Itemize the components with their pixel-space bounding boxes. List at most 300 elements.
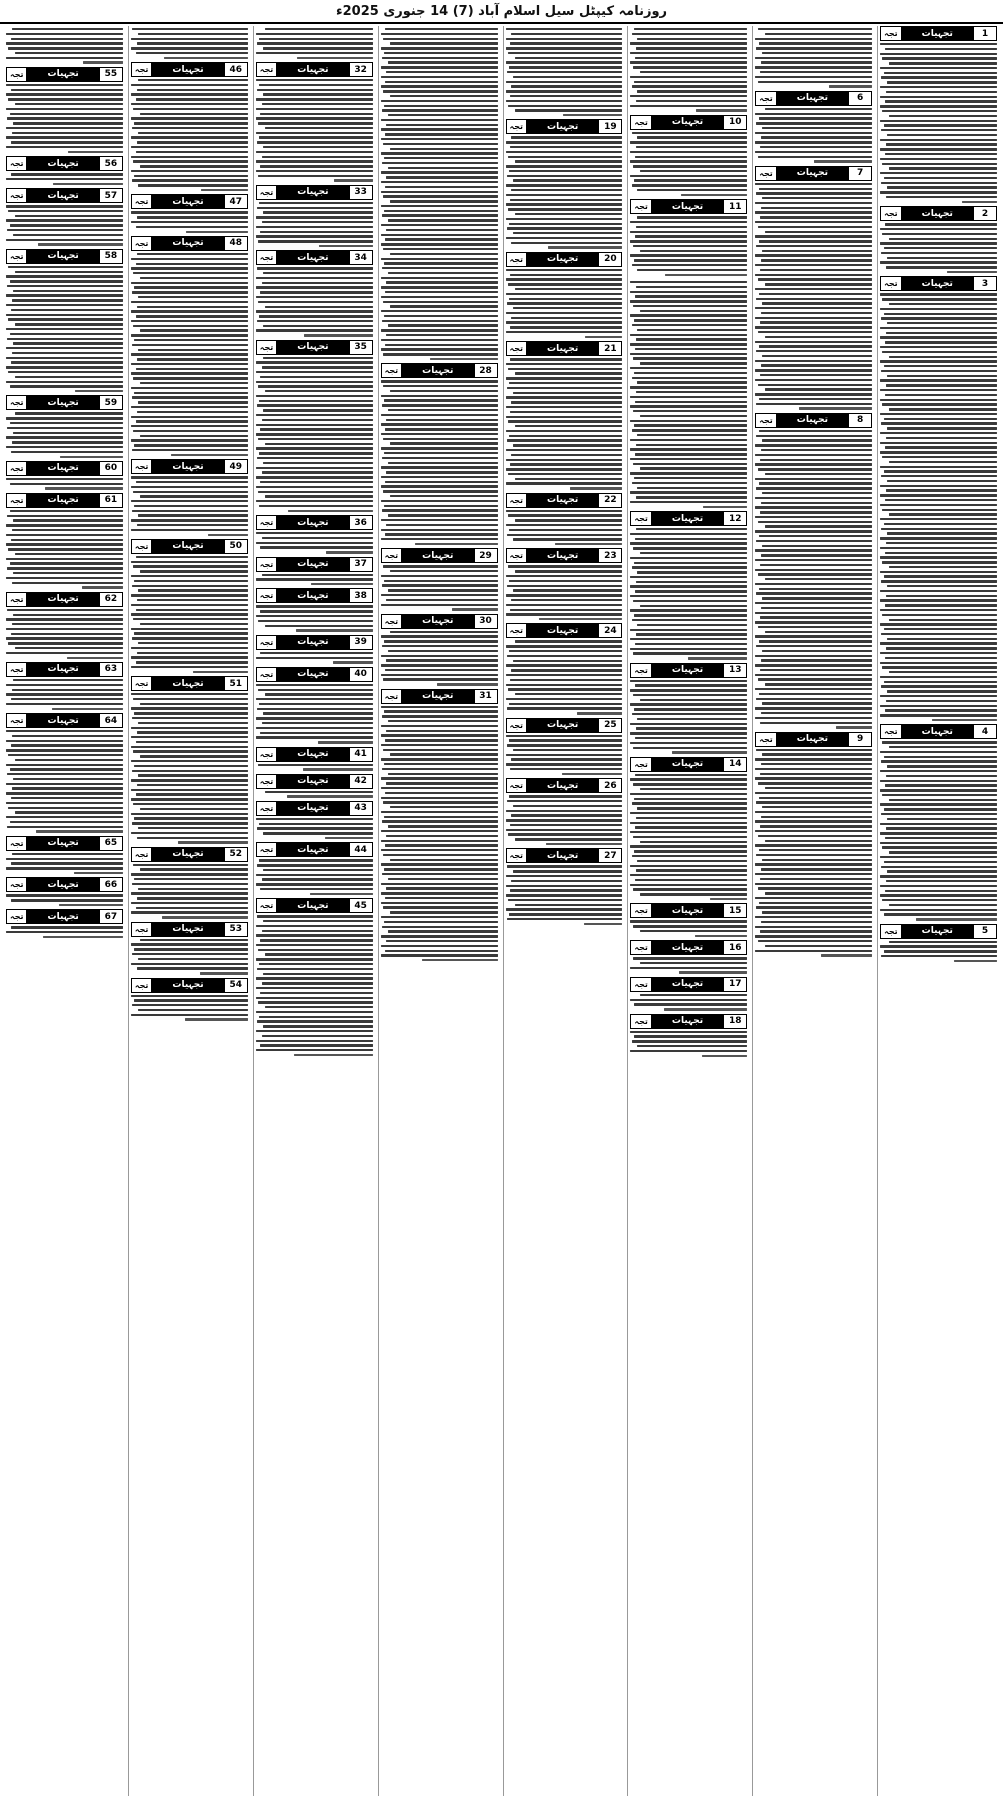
item-body-text	[630, 130, 747, 197]
text-line	[287, 795, 372, 797]
text-line	[759, 345, 872, 347]
item-tag: تجہ	[382, 549, 402, 562]
text-line	[880, 537, 997, 539]
item-body-text	[506, 638, 623, 714]
text-line	[506, 468, 623, 470]
text-line	[762, 439, 872, 441]
news-item	[6, 156, 123, 185]
text-line	[262, 1035, 373, 1037]
text-line	[386, 782, 497, 784]
item-tag: تجہ	[881, 925, 901, 938]
text-line	[755, 707, 872, 709]
text-line	[12, 623, 123, 625]
news-column	[627, 26, 749, 1796]
text-line	[383, 353, 498, 355]
text-line	[630, 353, 747, 355]
item-tag: تجہ	[257, 843, 277, 856]
text-line	[882, 561, 997, 563]
text-line	[759, 797, 872, 799]
text-line	[6, 314, 123, 316]
text-line	[258, 1001, 373, 1003]
item-tag: تجہ	[631, 512, 651, 525]
text-line	[881, 182, 997, 184]
text-line	[132, 179, 248, 181]
text-line	[11, 309, 123, 311]
text-line	[388, 773, 498, 775]
text-line	[265, 693, 373, 695]
text-line	[555, 543, 623, 545]
text-line	[132, 1004, 248, 1006]
text-line	[136, 151, 248, 153]
text-line	[509, 529, 622, 531]
news-item	[256, 667, 373, 744]
text-line	[570, 487, 623, 489]
masthead-dateline: روزنامہ کیپٹل سیل اسلام آباد (7) 14 جنوری 2025ء	[0, 0, 1003, 24]
text-line	[756, 906, 872, 908]
text-line	[761, 868, 872, 870]
text-line	[630, 822, 747, 824]
text-line	[381, 902, 498, 904]
text-line	[506, 908, 623, 910]
text-line	[256, 684, 373, 686]
item-header	[6, 249, 123, 264]
text-line	[759, 693, 872, 695]
text-line	[880, 485, 997, 487]
text-line	[263, 869, 373, 871]
text-line	[508, 833, 623, 835]
text-line	[506, 81, 623, 83]
text-line	[759, 430, 872, 432]
text-line	[8, 98, 123, 100]
text-line	[755, 274, 872, 276]
text-line	[506, 459, 623, 461]
text-line	[880, 856, 997, 858]
text-line	[880, 695, 997, 697]
item-tag: تجہ	[507, 779, 527, 792]
text-line	[640, 788, 748, 790]
text-line	[6, 294, 123, 296]
news-column	[752, 26, 874, 1796]
text-line	[384, 580, 497, 582]
text-line	[6, 136, 123, 138]
text-line	[880, 139, 997, 141]
text-line	[134, 878, 247, 880]
news-item	[755, 26, 872, 88]
text-line	[381, 519, 498, 521]
item-header	[256, 801, 373, 816]
text-line	[887, 322, 997, 324]
text-line	[636, 286, 747, 288]
text-line	[6, 446, 123, 448]
text-line	[134, 286, 247, 288]
text-line	[386, 419, 497, 421]
text-line	[384, 52, 497, 54]
text-line	[256, 108, 373, 110]
text-line	[880, 945, 997, 947]
text-line	[12, 689, 123, 691]
news-item	[131, 62, 248, 191]
text-line	[256, 736, 373, 738]
text-line	[388, 272, 498, 274]
text-line	[880, 336, 997, 338]
text-line	[257, 915, 373, 917]
text-line	[381, 916, 498, 918]
text-line	[133, 698, 248, 700]
text-line	[632, 429, 748, 431]
text-line	[765, 33, 873, 35]
text-line	[636, 391, 747, 393]
text-line	[382, 214, 498, 216]
text-line	[381, 395, 498, 397]
text-line	[131, 84, 248, 86]
text-line	[508, 514, 623, 516]
text-line	[880, 518, 997, 520]
text-line	[262, 221, 373, 223]
text-line	[881, 580, 997, 582]
text-line	[511, 85, 622, 87]
text-line	[131, 486, 248, 488]
text-line	[383, 385, 498, 387]
text-line	[381, 243, 498, 245]
item-header	[131, 978, 248, 993]
item-number: 33	[349, 186, 372, 199]
item-label: تجہیات	[152, 677, 223, 690]
text-line	[131, 425, 248, 427]
text-line	[382, 509, 498, 511]
text-line	[131, 647, 248, 649]
text-line	[630, 812, 747, 814]
text-line	[884, 365, 997, 367]
text-line	[756, 592, 872, 594]
text-line	[510, 95, 622, 97]
text-line	[15, 323, 123, 325]
text-line	[131, 995, 248, 997]
text-line	[889, 303, 997, 305]
item-header	[880, 206, 997, 221]
text-line	[755, 151, 872, 153]
text-line	[506, 829, 623, 831]
text-line	[515, 838, 623, 840]
text-line	[513, 232, 623, 234]
text-line	[256, 286, 373, 288]
text-line	[758, 678, 873, 680]
text-line	[10, 510, 123, 512]
item-body-text	[131, 251, 248, 456]
news-item	[256, 898, 373, 1056]
text-line	[68, 151, 123, 153]
text-line	[262, 982, 373, 984]
text-line	[758, 940, 873, 942]
text-line	[506, 377, 623, 379]
text-line	[630, 405, 747, 407]
news-item	[880, 276, 997, 721]
item-label: تجہیات	[902, 207, 973, 220]
text-line	[887, 186, 997, 188]
text-line	[880, 346, 997, 348]
text-line	[584, 923, 623, 925]
text-line	[381, 128, 498, 130]
text-line	[381, 538, 498, 540]
text-line	[755, 516, 872, 518]
text-line	[382, 109, 498, 111]
text-line	[138, 827, 248, 829]
text-line	[257, 708, 373, 710]
text-line	[509, 650, 622, 652]
item-number: 24	[598, 624, 621, 637]
text-line	[515, 519, 623, 521]
text-line	[133, 618, 248, 620]
item-label: تجہیات	[277, 186, 348, 199]
text-line	[131, 529, 248, 531]
text-line	[260, 992, 372, 994]
text-line	[630, 61, 747, 63]
text-line	[262, 722, 373, 724]
text-line	[13, 432, 123, 434]
item-header	[6, 67, 123, 82]
text-line	[882, 456, 997, 458]
text-line	[138, 79, 248, 81]
text-line	[755, 664, 872, 666]
text-line	[630, 595, 747, 597]
text-line	[381, 500, 498, 502]
item-number: 12	[723, 512, 746, 525]
item-label: تجہیات	[27, 714, 98, 727]
text-line	[256, 132, 373, 134]
item-tag: تجہ	[7, 593, 27, 606]
text-line	[296, 629, 373, 631]
text-line	[635, 737, 747, 739]
text-line	[381, 797, 498, 799]
text-line	[506, 28, 623, 30]
text-line	[630, 999, 747, 1001]
text-line	[385, 186, 497, 188]
text-line	[880, 242, 997, 244]
text-line	[137, 897, 248, 899]
text-line	[630, 240, 747, 242]
text-line	[136, 368, 248, 370]
text-line	[265, 625, 373, 627]
text-line	[10, 483, 123, 485]
text-line	[131, 746, 248, 748]
text-line	[6, 357, 123, 359]
text-line	[758, 331, 873, 333]
text-line	[263, 409, 373, 411]
text-line	[755, 341, 872, 343]
text-line	[508, 899, 623, 901]
item-header	[256, 340, 373, 355]
text-line	[137, 599, 248, 601]
item-number: 42	[349, 775, 372, 788]
text-line	[138, 1009, 248, 1011]
text-line	[390, 305, 498, 307]
text-line	[131, 282, 248, 284]
text-line	[390, 495, 498, 497]
text-line	[256, 542, 373, 544]
item-label: تجہیات	[527, 719, 598, 732]
text-line	[381, 100, 498, 102]
text-line	[263, 146, 373, 148]
news-item	[506, 26, 623, 116]
text-line	[509, 435, 622, 437]
text-line	[388, 650, 498, 652]
news-item	[256, 250, 373, 336]
item-header	[506, 493, 623, 508]
text-line	[382, 873, 498, 875]
item-number: 38	[349, 589, 372, 602]
text-line	[508, 368, 623, 370]
text-line	[381, 181, 498, 183]
text-line	[630, 501, 747, 503]
item-header	[6, 156, 123, 171]
text-line	[381, 655, 498, 657]
text-line	[10, 333, 123, 335]
text-line	[880, 556, 997, 558]
text-line	[10, 113, 123, 115]
text-line	[633, 957, 748, 959]
text-line	[311, 583, 373, 585]
text-line	[388, 720, 498, 722]
text-line	[257, 864, 373, 866]
text-line	[577, 712, 623, 714]
text-line	[760, 146, 872, 148]
item-tag: تجہ	[881, 207, 901, 220]
item-header	[630, 1014, 747, 1029]
text-line	[634, 562, 747, 564]
text-line	[131, 779, 248, 781]
text-line	[506, 735, 623, 737]
text-line	[637, 381, 747, 383]
text-line	[633, 245, 748, 247]
text-line	[756, 298, 872, 300]
text-line	[136, 52, 248, 54]
text-line	[710, 898, 747, 900]
text-line	[133, 377, 248, 379]
text-line	[760, 374, 872, 376]
text-line	[640, 362, 748, 364]
text-line	[15, 52, 123, 54]
text-line	[381, 296, 498, 298]
item-header	[755, 732, 872, 747]
text-line	[506, 237, 623, 239]
text-line	[637, 487, 747, 489]
text-line	[381, 447, 498, 449]
text-line	[6, 637, 123, 639]
text-line	[260, 291, 372, 293]
item-tag: تجہ	[631, 941, 651, 954]
news-item	[256, 340, 373, 512]
text-line	[882, 233, 997, 235]
item-body-text	[256, 603, 373, 631]
text-line	[381, 119, 498, 121]
text-line	[258, 438, 373, 440]
text-line	[562, 773, 623, 775]
text-line	[134, 392, 247, 394]
item-header	[880, 724, 997, 739]
text-line	[755, 674, 872, 676]
text-line	[136, 315, 248, 317]
text-line	[882, 403, 997, 405]
text-line	[134, 632, 247, 634]
text-line	[508, 688, 623, 690]
text-line	[882, 509, 997, 511]
news-item	[630, 757, 747, 901]
text-line	[636, 633, 747, 635]
text-line	[381, 205, 498, 207]
item-number: 53	[224, 923, 247, 936]
text-line	[884, 681, 997, 683]
text-line	[509, 913, 622, 915]
news-item	[630, 199, 747, 276]
text-line	[260, 652, 372, 654]
text-line	[265, 390, 373, 392]
text-line	[755, 132, 872, 134]
text-line	[132, 396, 248, 398]
text-line	[136, 226, 248, 228]
text-line	[887, 870, 997, 872]
item-number: 62	[99, 593, 122, 606]
item-header	[6, 395, 123, 410]
item-number: 18	[723, 1015, 746, 1028]
text-line	[7, 427, 123, 429]
text-line	[880, 105, 997, 107]
item-body-text	[630, 955, 747, 974]
text-line	[507, 302, 623, 304]
text-line	[506, 698, 623, 700]
text-line	[755, 254, 872, 256]
text-line	[880, 399, 997, 401]
text-line	[756, 487, 872, 489]
text-line	[382, 820, 498, 822]
text-line	[885, 153, 997, 155]
item-label: تجہیات	[402, 690, 473, 703]
text-line	[13, 122, 123, 124]
item-header	[755, 413, 872, 428]
item-body-text	[256, 26, 373, 59]
item-label: تجہیات	[27, 663, 98, 676]
text-line	[630, 732, 747, 734]
item-number: 43	[349, 802, 372, 815]
text-line	[131, 727, 248, 729]
text-line	[634, 319, 747, 321]
text-line	[131, 604, 248, 606]
text-line	[140, 939, 248, 941]
text-line	[630, 703, 747, 705]
text-line	[258, 175, 373, 177]
text-line	[7, 229, 123, 231]
text-line	[15, 811, 123, 813]
text-line	[756, 854, 872, 856]
text-line	[384, 816, 497, 818]
text-line	[630, 175, 747, 177]
text-line	[386, 71, 497, 73]
text-line	[630, 967, 747, 969]
text-line	[263, 93, 373, 95]
item-body-text	[131, 554, 248, 673]
text-line	[880, 885, 997, 887]
text-line	[6, 543, 123, 545]
text-line	[506, 885, 623, 887]
item-label: تجہیات	[277, 558, 348, 571]
text-line	[630, 343, 747, 345]
news-item	[506, 778, 623, 845]
text-line	[134, 817, 247, 819]
text-line	[381, 635, 498, 637]
text-line	[256, 395, 373, 397]
text-line	[131, 334, 248, 336]
text-line	[260, 481, 372, 483]
text-line	[799, 407, 873, 409]
text-line	[507, 744, 623, 746]
